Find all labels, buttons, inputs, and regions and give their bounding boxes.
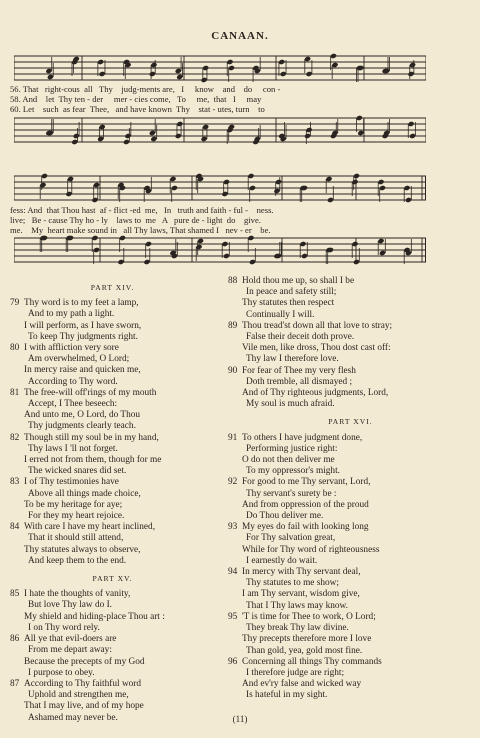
verse — [10, 388, 215, 433]
verse — [10, 477, 215, 522]
verse-first-line — [10, 298, 215, 309]
hymn-title: CANAAN. — [211, 30, 269, 42]
verse-number: 93 — [228, 522, 238, 533]
verse-line: I earnestly do wait. — [246, 555, 318, 566]
verse-line: According to Thy faithful word — [24, 678, 142, 689]
verse-line: Thy servant's surety be : — [246, 488, 337, 499]
verse-line: Thy word is to my feet a lamp, — [24, 298, 139, 309]
verse-line: In peace and safety still; — [246, 287, 337, 298]
verse-line: My shield and hiding-place Thou art : — [24, 611, 165, 622]
verse-line: Though still my soul be in my hand, — [24, 432, 159, 443]
verse-first-line — [228, 522, 473, 533]
verse-number: 88 — [228, 276, 238, 286]
verse-first-line — [228, 612, 473, 623]
verse-line: To keep Thy judgments right. — [28, 331, 138, 342]
verse-line: But love Thy law do I. — [28, 600, 113, 611]
verse-number: 81 — [10, 387, 20, 398]
lyric-line: 56. That right-cous all Thy judg-ments are, I know and do con - — [10, 84, 281, 94]
verse-line: Thy judgments clearly teach. — [28, 421, 136, 432]
verse-line: Concerning all things Thy commands — [242, 656, 382, 667]
verse-line: I with affliction very sore — [24, 343, 119, 354]
lyric-line: 60. Let such as fear Thee, and have known Thy stat - utes, turn to — [10, 104, 265, 114]
lyric-line: fess: And that Thou hast af - flict -ed me, In truth and faith - ful - ness. — [10, 205, 274, 215]
verse-first-line — [10, 522, 215, 533]
verse-line: For good to me Thy servant, Lord, — [242, 477, 371, 488]
verse-line: Because the precepts of my God — [24, 656, 145, 667]
verse-line: I erred not from them, though for me — [24, 455, 162, 466]
verse-line: I therefore judge are right; — [246, 667, 345, 678]
verse-line: Thy statutes to me show; — [246, 578, 339, 589]
verse-line: I purpose to obey. — [28, 667, 95, 678]
verse — [10, 634, 215, 679]
verse-first-line — [10, 343, 215, 354]
verse-line: That I may live, and of my hope — [24, 701, 144, 712]
part-heading: PART XV. — [92, 574, 133, 584]
verse-line: Do Thou deliver me. — [246, 511, 324, 522]
verse-line: They break Thy law divine. — [246, 623, 349, 634]
verse-line: All ye that evil-doers are — [24, 634, 117, 645]
verse-line: That it should still attend, — [28, 533, 124, 544]
verse-line: And unto me, O Lord, do Thou — [24, 410, 141, 421]
verse-line: And keep them to the end. — [28, 555, 127, 566]
verse-line: And from oppression of the proud — [242, 499, 369, 510]
verse-line: For fear of Thee my very flesh — [242, 365, 356, 376]
verse-line: Thy laws I 'll not forget. — [28, 443, 118, 454]
verse-line: And of Thy righteous judgments, Lord, — [242, 388, 389, 399]
verse-first-line — [10, 634, 215, 645]
verse-number: 90 — [228, 365, 238, 376]
page-number: (11) — [232, 714, 248, 724]
verse — [228, 366, 473, 411]
verse-number: 89 — [228, 320, 238, 331]
verse-line: I am Thy servant, wisdom give, — [242, 589, 360, 600]
verse — [228, 477, 473, 522]
verse-first-line — [10, 679, 215, 690]
verse-line: The wicked snares did set. — [28, 466, 127, 477]
verse-line: Doth tremble, all dismayed ; — [246, 376, 353, 387]
verse — [10, 343, 215, 388]
verse-first-line — [228, 567, 473, 578]
verse-line: Thou tread'st down all that love to stray; — [242, 320, 393, 331]
verse — [10, 433, 215, 478]
verse-line: For they my heart rejoice. — [28, 511, 125, 522]
verse-line: Vile men, like dross, Thou dost cast off: — [242, 343, 391, 354]
verse-line: According to Thy word. — [28, 376, 118, 387]
verse-number: 94 — [228, 567, 238, 578]
verse-first-line — [228, 433, 473, 444]
verse-line: And ev'ry false and wicked way — [242, 679, 362, 690]
verse-first-line — [228, 321, 473, 332]
verse — [228, 612, 473, 657]
verse-line: To others I have judgment done, — [242, 432, 363, 443]
right-column — [228, 276, 473, 702]
part-heading: PART XVI. — [328, 417, 373, 427]
verse-number: 87 — [10, 678, 20, 689]
verse-line: Hold thou me up, so shall I be — [242, 276, 355, 286]
verse-line: Uphold and strengthen me, — [28, 690, 129, 701]
verse-first-line — [228, 366, 473, 377]
verse-line: In mercy with Thy servant deal, — [242, 567, 361, 578]
verse-line: Thy precepts therefore more I love — [242, 634, 372, 645]
verse-first-line — [10, 388, 215, 399]
verse-number: 82 — [10, 432, 20, 443]
verse-first-line — [10, 433, 215, 444]
verse-number: 83 — [10, 477, 20, 488]
verse-line: That I Thy laws may know. — [246, 600, 348, 611]
verse-line: To be my heritage for aye; — [24, 499, 123, 510]
verse-line: To my oppressor's might. — [246, 466, 340, 477]
verse-line: Thy statutes always to observe, — [24, 544, 141, 555]
verse-first-line — [10, 477, 215, 488]
verse — [10, 522, 215, 567]
verse-number: 79 — [10, 298, 20, 309]
verse-line: Accept, I Thee beseech: — [28, 399, 118, 410]
verse-line: Continually I will. — [246, 309, 315, 320]
music-staff-bass-2 — [14, 234, 426, 268]
verse-number: 91 — [228, 432, 238, 443]
verse-line: Performing justice right: — [246, 443, 338, 454]
verse-number: 86 — [10, 634, 20, 645]
verse-number: 95 — [228, 611, 238, 622]
part-heading: PART XIV. — [90, 283, 135, 292]
verse-line: O do not then deliver me — [242, 455, 335, 466]
verse-line: I on Thy word rely. — [28, 622, 100, 633]
verse — [228, 657, 473, 702]
verse-number: 80 — [10, 343, 20, 354]
verse-line: Thy statutes then respect — [242, 298, 335, 309]
verse — [228, 433, 473, 478]
verse — [228, 276, 473, 321]
lyric-line: me. My heart make sound in all Thy laws, That shamed I nev - er be. — [10, 225, 271, 235]
verse-line: In mercy raise and quicken me, — [24, 365, 141, 376]
music-staff-treble-1 — [14, 52, 426, 86]
verse-line: And to my path a light. — [28, 309, 115, 320]
left-column — [10, 276, 215, 724]
verse-first-line — [228, 276, 473, 287]
verse-line: Ashamed may never be. — [28, 712, 118, 723]
verse-line: I will perform, as I have sworn, — [24, 320, 142, 331]
verse-line: The free-will off'rings of my mouth — [24, 387, 157, 398]
music-staff-treble-2 — [14, 172, 426, 206]
verse-line: My eyes do fail with looking long — [242, 522, 369, 533]
verse-line: Than gold, yea, gold most fine. — [246, 645, 363, 656]
verse-number: 84 — [10, 522, 20, 533]
verse-number: 96 — [228, 656, 238, 667]
verse — [228, 522, 473, 567]
verse-first-line — [10, 589, 215, 600]
verse-first-line — [228, 477, 473, 488]
verse-line: From me depart away: — [28, 645, 112, 656]
verse-line: While for Thy word of righteousness — [242, 544, 380, 555]
verse-line: My soul is much afraid. — [246, 399, 335, 410]
lyric-line: 58. And let Thy ten - der mer - cies come, To me, that I may — [10, 94, 262, 104]
lyric-line: live; Be - cause Thy ho - ly laws to me A pure de - light do give. — [10, 215, 261, 225]
verse-number: 85 — [10, 589, 20, 600]
verse-line: Am overwhelmed, O Lord; — [28, 354, 130, 365]
verse-line: With care I have my heart inclined, — [24, 522, 156, 533]
verse-line: False their deceit doth prove. — [246, 332, 355, 343]
verse-number: 92 — [228, 477, 238, 488]
verse-line: Is hateful in my sight. — [246, 690, 328, 701]
music-staff-bass-1 — [14, 114, 426, 148]
verse-line: Above all things made choice, — [28, 488, 141, 499]
verse-line: I hate the thoughts of vanity, — [24, 589, 131, 600]
verse — [10, 298, 215, 343]
verse — [10, 589, 215, 634]
verse-line: I of Thy testimonies have — [24, 477, 119, 488]
verse — [228, 321, 473, 366]
verse — [228, 567, 473, 612]
verse-line: 'T is time for Thee to work, O Lord; — [242, 611, 376, 622]
verse-line: Thy law I therefore love. — [246, 354, 339, 365]
verse-line: For Thy salvation great, — [246, 533, 336, 544]
verse-first-line — [228, 657, 473, 668]
